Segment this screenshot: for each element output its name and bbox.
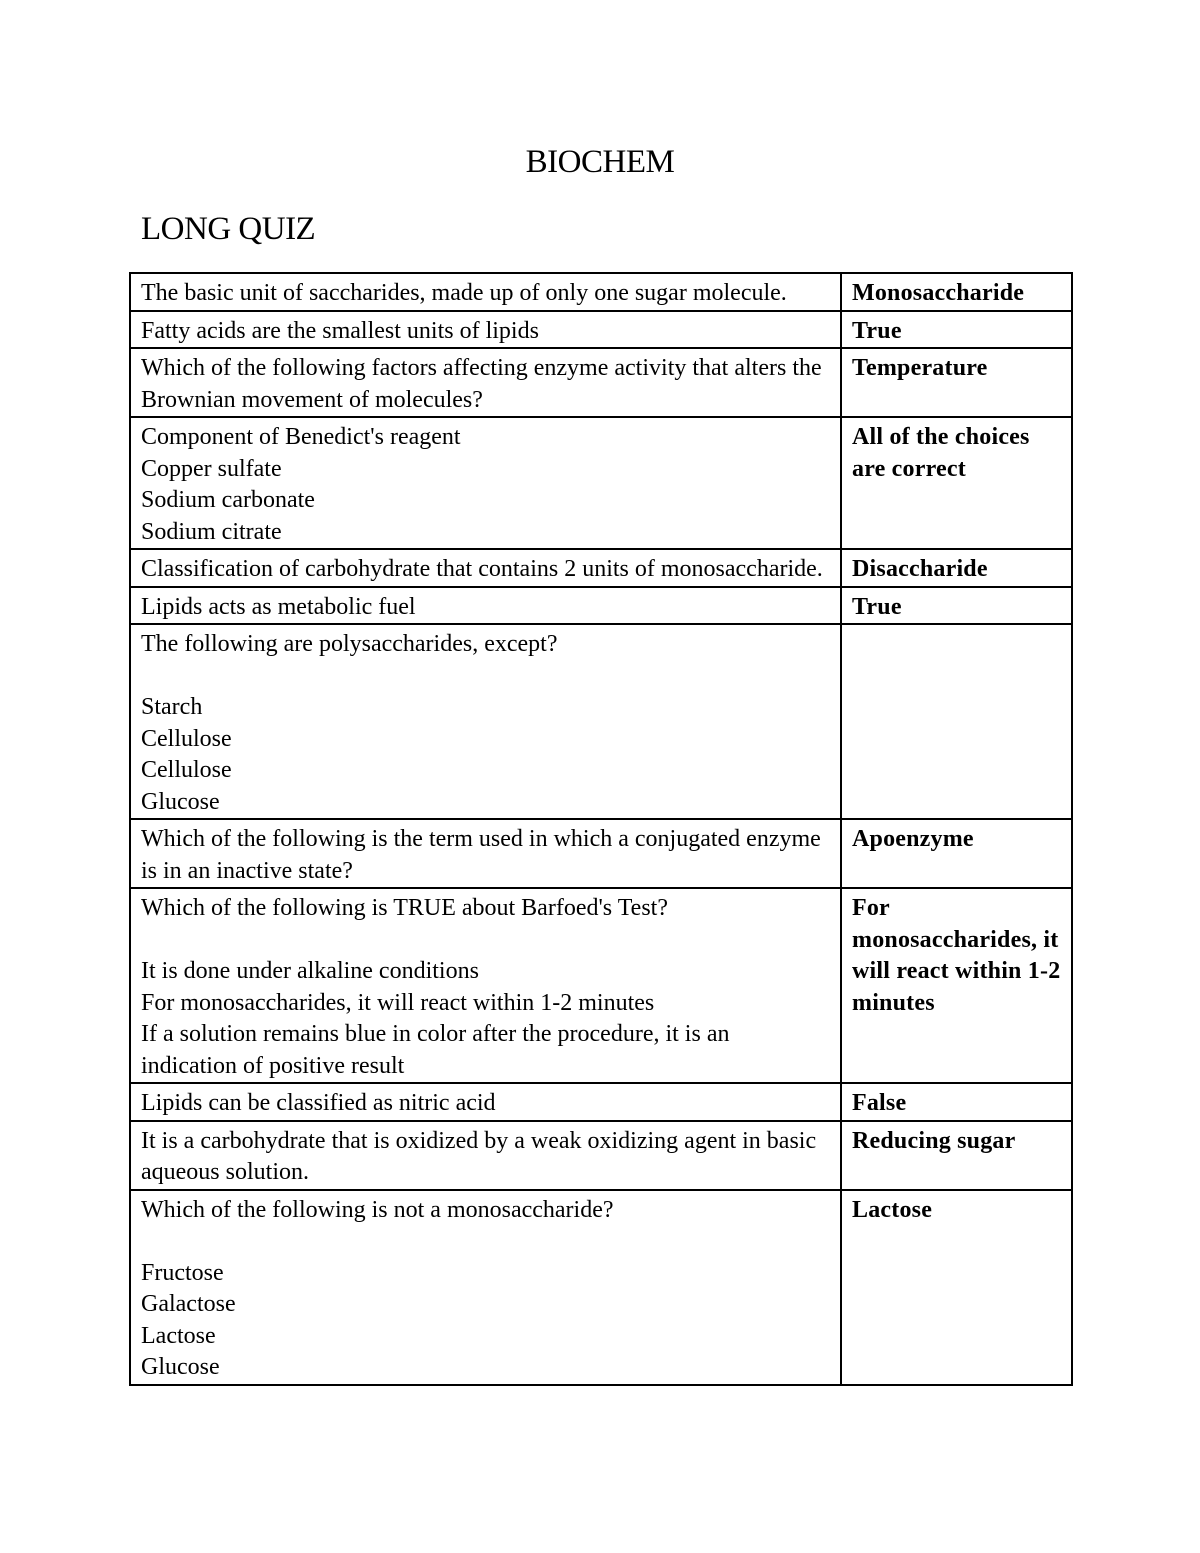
answer-cell: For monosaccharides, it will react within 1-2 minutes — [841, 888, 1072, 1083]
table-row — [130, 311, 1072, 349]
answer-cell: False — [841, 1083, 1072, 1121]
answer-cell: True — [841, 311, 1072, 349]
question-line: Galactose — [141, 1291, 236, 1317]
question-line: Sodium carbonate — [141, 487, 315, 513]
question-cell — [130, 624, 841, 819]
question-text: Lipids can be classified as nitric acid — [141, 1090, 496, 1116]
question-cell — [130, 819, 841, 888]
question-line — [141, 1226, 830, 1258]
answer-cell: Lactose — [841, 1190, 1072, 1385]
answer-cell: Temperature — [841, 348, 1072, 417]
question-line: Glucose — [141, 788, 220, 815]
table-row — [130, 1121, 1072, 1190]
question-line: Cellulose — [141, 725, 232, 752]
question-line: Copper sulfate — [141, 455, 282, 482]
table-row — [130, 348, 1072, 417]
question-line: Sodium citrate — [141, 518, 282, 545]
question-line: Glucose — [141, 1354, 220, 1380]
page-title: BIOCHEM — [525, 144, 675, 180]
table-row — [130, 549, 1072, 587]
question-text: Fatty acids are the smallest units of lipids — [141, 317, 539, 344]
question-text: Which of the following is TRUE about Barfoed's Test? — [141, 895, 668, 921]
answer-cell: All of the choices are correct — [841, 417, 1072, 549]
question-text: Lipids acts as metabolic fuel — [141, 593, 416, 620]
question-text: Which of the following factors affecting enzyme activity that alters the Brownian movement of molecules? — [141, 355, 822, 413]
question-cell — [130, 273, 841, 311]
answer-cell: Apoenzyme — [841, 819, 1072, 888]
quiz-table-body — [130, 273, 1072, 1385]
table-row — [130, 1083, 1072, 1121]
question-cell — [130, 311, 841, 349]
question-text: Component of Benedict's reagent — [141, 424, 461, 450]
question-line: Starch — [141, 694, 203, 720]
question-line: It is done under alkaline conditions — [141, 958, 479, 984]
answer-cell: Disaccharide — [841, 549, 1072, 587]
question-line: For monosaccharides, it will react within 1-2 minutes — [141, 989, 655, 1016]
question-cell — [130, 417, 841, 549]
question-line: Cellulose — [141, 757, 232, 783]
question-cell — [130, 348, 841, 417]
question-line: Lactose — [141, 1322, 216, 1349]
question-text: Which of the following is the term used in which a conjugated enzyme is in an inactive state? — [141, 826, 821, 884]
table-row — [130, 587, 1072, 625]
question-cell — [130, 587, 841, 625]
answer-cell: True — [841, 587, 1072, 625]
answer-cell: Monosaccharide — [841, 273, 1072, 311]
question-cell — [130, 888, 841, 1083]
table-row — [130, 273, 1072, 311]
question-text: Classification of carbohydrate that contains 2 units of monosaccharide. — [141, 556, 823, 582]
question-line: If a solution remains blue in color after the procedure, it is an indication of positive result — [141, 1021, 730, 1079]
table-row — [130, 417, 1072, 549]
table-row — [130, 888, 1072, 1083]
question-line: Fructose — [141, 1259, 224, 1286]
question-cell — [130, 1083, 841, 1121]
question-cell — [130, 1121, 841, 1190]
table-row — [130, 1190, 1072, 1385]
quiz-table — [129, 272, 1073, 1386]
question-line — [141, 661, 830, 693]
question-cell — [130, 1190, 841, 1385]
question-text: It is a carbohydrate that is oxidized by a weak oxidizing agent in basic aqueous solution. — [141, 1127, 817, 1185]
question-text: The following are polysaccharides, except? — [141, 631, 558, 657]
question-text: Which of the following is not a monosaccharide? — [141, 1196, 614, 1223]
page-subtitle: LONG QUIZ — [141, 211, 316, 247]
answer-cell: Reducing sugar — [841, 1121, 1072, 1190]
question-text: The basic unit of saccharides, made up of only one sugar molecule. — [141, 280, 787, 306]
table-row — [130, 819, 1072, 888]
answer-cell — [841, 624, 1072, 819]
question-cell — [130, 549, 841, 587]
table-row — [130, 624, 1072, 819]
question-line — [141, 925, 830, 957]
